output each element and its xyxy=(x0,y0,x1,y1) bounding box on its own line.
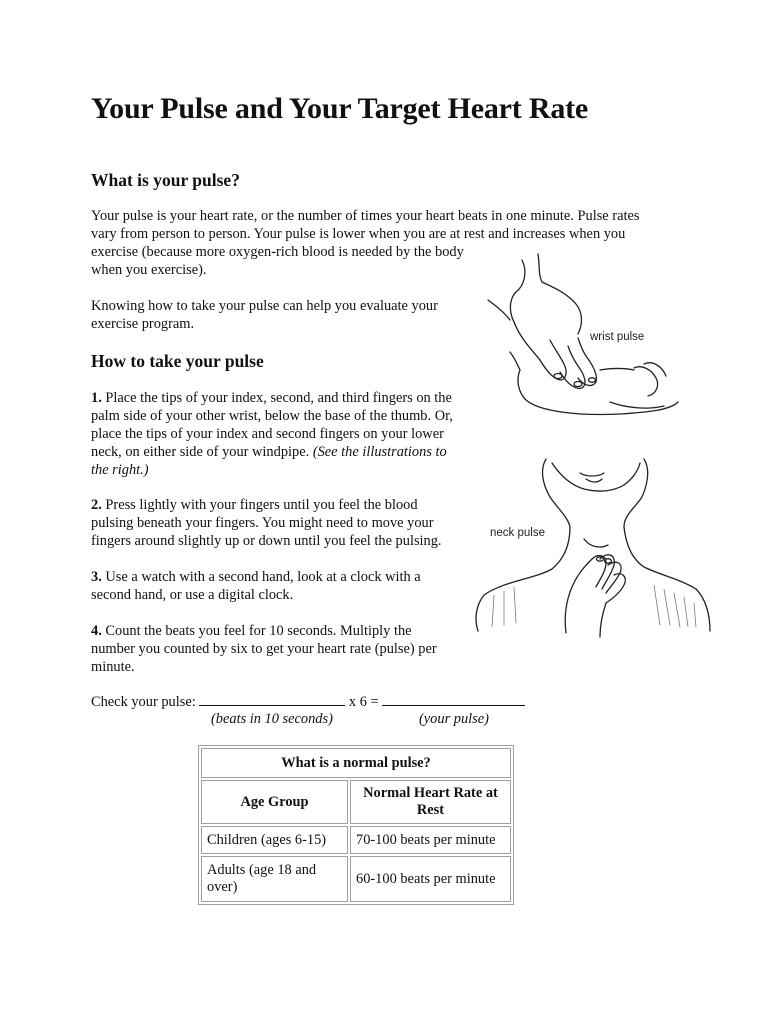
paragraph-line xyxy=(91,461,481,479)
step-text: Place the tips of your index, second, and third fingers on the xyxy=(101,390,452,406)
table-caption: What is a normal pulse? xyxy=(201,748,511,778)
paragraph-line: palm side of your other wrist, below the base of the thumb. Or, xyxy=(91,408,453,424)
paragraph-line xyxy=(91,443,481,461)
step-1 xyxy=(91,389,481,479)
normal-pulse-table xyxy=(198,745,514,905)
paragraph-line: Knowing how to take your pulse can help you evaluate your xyxy=(91,298,438,314)
paragraph-line: when you exercise). xyxy=(91,262,207,278)
paragraph-line xyxy=(91,568,481,586)
paragraph-line: place the tips of your index and second fingers on your lower xyxy=(91,426,444,442)
paragraph-evaluate xyxy=(91,297,481,333)
multiply-operator: x 6 = xyxy=(345,694,383,710)
table-cell: 70-100 beats per minute xyxy=(350,826,511,854)
page-title: Your Pulse and Your Target Heart Rate xyxy=(91,92,589,125)
paragraph-line: vary from person to person. Your pulse is lower when you are at rest and increases when you xyxy=(91,226,626,242)
step-number: 1. xyxy=(91,390,102,406)
table-header-row xyxy=(201,780,511,824)
table-cell: Adults (age 18 and over) xyxy=(201,856,348,902)
paragraph-line: exercise program. xyxy=(91,316,195,332)
table-row xyxy=(201,826,511,854)
step-text: Press lightly with your fingers until you feel the blood xyxy=(101,497,418,513)
section-heading-how-to-take: How to take your pulse xyxy=(91,351,264,371)
illustration-reference: the right.) xyxy=(91,462,149,478)
section-heading-what-is-pulse: What is your pulse? xyxy=(91,170,240,190)
paragraph-line: Your pulse is your heart rate, or the number of times your heart beats in one minute. Pulse rates xyxy=(91,208,640,224)
step-3 xyxy=(91,568,481,604)
paragraph-line: pulsing beneath your fingers. You might need to move your xyxy=(91,515,434,531)
neck-pulse-label: neck pulse xyxy=(490,527,545,539)
table-cell: 60-100 beats per minute xyxy=(350,856,511,902)
neck-pulse-illustration xyxy=(474,455,714,645)
table-row xyxy=(201,856,511,902)
column-header-heart-rate: Normal Heart Rate at Rest xyxy=(350,780,511,824)
step-number: 2. xyxy=(91,497,102,513)
wrist-pulse-illustration xyxy=(480,252,690,432)
column-header-age-group: Age Group xyxy=(201,780,348,824)
table-cell: Children (ages 6-15) xyxy=(201,826,348,854)
wrist-pulse-label: wrist pulse xyxy=(590,331,645,343)
paragraph-line: second hand, or use a digital clock. xyxy=(91,587,294,603)
step-text: Use a watch with a second hand, look at a clock with a xyxy=(101,569,421,585)
step-text: Count the beats you feel for 10 seconds. Multiply the xyxy=(101,623,412,639)
step-2 xyxy=(91,496,481,550)
step-text: neck, on either side of your windpipe. xyxy=(91,444,313,460)
illustration-reference: (See the illustrations to xyxy=(312,444,447,460)
step-number: 3. xyxy=(91,569,102,585)
pulse-caption: (your pulse) xyxy=(419,711,489,727)
paragraph-line xyxy=(91,389,481,407)
table-caption-row xyxy=(201,748,511,778)
step-4 xyxy=(91,622,481,676)
check-pulse-label: Check your pulse: xyxy=(91,694,200,710)
paragraph-line: minute. xyxy=(91,659,135,675)
paragraph-line xyxy=(91,622,481,640)
beats-caption: (beats in 10 seconds) xyxy=(211,711,333,727)
paragraph-line: fingers around slightly up or down until you feel the pulsing. xyxy=(91,533,442,549)
paragraph-line: exercise (because more oxygen-rich blood is needed by the body xyxy=(91,244,464,260)
check-pulse-line xyxy=(91,693,525,711)
pulse-blank-line[interactable] xyxy=(382,693,525,706)
paragraph-line xyxy=(91,496,481,514)
paragraph-line: number you counted by six to get your heart rate (pulse) per xyxy=(91,641,437,657)
beats-blank-line[interactable] xyxy=(199,693,345,706)
step-number: 4. xyxy=(91,623,102,639)
